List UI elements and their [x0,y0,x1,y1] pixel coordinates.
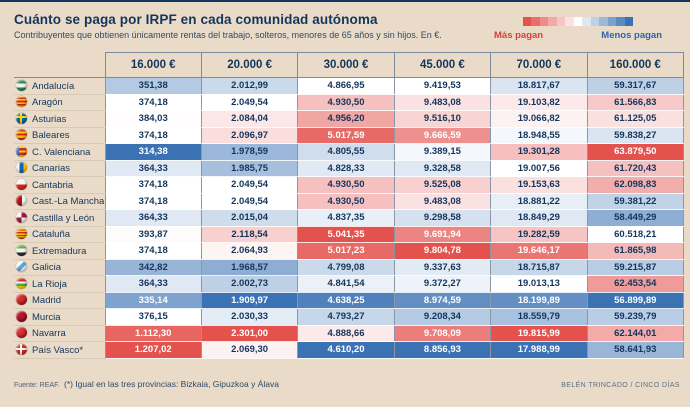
community-name: Navarra [32,328,66,340]
value-cell: 19.103,82 [491,94,587,111]
community-cell [14,111,105,128]
value-cell: 4.793,27 [298,309,394,326]
source-note [14,374,279,392]
table-row [14,243,684,260]
community-cell [14,243,105,260]
value-cell: 9.483,08 [394,193,490,210]
value-cell: 63.879,50 [587,144,683,161]
value-cell: 1.207,02 [105,342,201,359]
flag-icon-cast-la-mancha [16,195,27,206]
column-header: 160.000 € [587,53,683,78]
value-cell: 59.381,22 [587,193,683,210]
page-title: Cuánto se paga por IRPF en cada comunidad autónoma [14,12,378,27]
value-cell: 5.017,23 [298,243,394,260]
community-name: Cast.-La Mancha [32,196,105,208]
table-row [14,127,684,144]
value-cell: 61.566,83 [587,94,683,111]
table-row [14,342,684,359]
community-name: La Rioja [32,278,67,290]
value-cell: 59.215,87 [587,259,683,276]
value-cell: 4.930,50 [298,193,394,210]
value-cell: 4.930,50 [298,177,394,194]
value-cell: 58.449,29 [587,210,683,227]
legend-less-label: Menos pagan [601,30,662,41]
value-cell: 56.899,89 [587,292,683,309]
table-row [14,226,684,243]
value-cell: 19.007,56 [491,160,587,177]
value-cell: 4.956,20 [298,111,394,128]
value-cell: 4.866,95 [298,78,394,95]
table-row [14,177,684,194]
value-cell: 2.301,00 [201,325,297,342]
value-cell: 2.049,54 [201,193,297,210]
value-cell: 9.691,94 [394,226,490,243]
value-cell: 2.049,54 [201,94,297,111]
community-cell [14,127,105,144]
value-cell: 351,38 [105,78,201,95]
table-row [14,144,684,161]
flag-icon-cantabria [16,179,27,190]
flag-icon-canarias [16,162,27,173]
credit-byline: BELÉN TRINCADO / CINCO DÍAS [561,382,680,389]
value-cell: 1.112,30 [105,325,201,342]
flag-icon-extremadura [16,245,27,256]
flag-icon-asturias [16,113,27,124]
table-row [14,325,684,342]
community-cell [14,309,105,326]
community-cell [14,325,105,342]
value-cell: 19.013,13 [491,276,587,293]
table-row [14,210,684,227]
color-legend [494,17,662,41]
table-row [14,292,684,309]
page-subtitle: Contribuyentes que obtienen únicamente rentas del trabajo, solteros, menores de 65 años y sin hijos. En €. [14,30,442,40]
value-cell: 9.389,15 [394,144,490,161]
community-cell [14,193,105,210]
flag-icon-galicia [16,261,27,272]
value-cell: 9.337,63 [394,259,490,276]
source-label: Fuente: REAF. [14,382,60,389]
flag-icon-murcia [16,311,27,322]
irpf-heatmap-table [14,52,684,359]
value-cell: 384,03 [105,111,201,128]
value-cell: 2.064,93 [201,243,297,260]
value-cell: 4.841,54 [298,276,394,293]
community-cell [14,226,105,243]
legend-swatch [599,17,607,26]
footnote: (*) Igual en las tres provincias: Bizkaia, Gipuzkoa y Álava [63,379,279,389]
table-row [14,78,684,95]
value-cell: 374,18 [105,243,201,260]
community-name: Canarias [32,163,71,175]
value-cell: 9.516,10 [394,111,490,128]
table-row [14,94,684,111]
corner-cell [14,53,105,78]
community-name: Madrid [32,295,62,307]
community-cell [14,144,105,161]
value-cell: 59.838,27 [587,127,683,144]
community-cell [14,94,105,111]
community-cell [14,342,105,359]
value-cell: 4.799,08 [298,259,394,276]
community-name: Castilla y León [32,212,95,224]
legend-swatch [523,17,531,26]
value-cell: 2.049,54 [201,177,297,194]
value-cell: 1.985,75 [201,160,297,177]
table-row [14,276,684,293]
legend-more-label: Más pagan [494,30,544,41]
table-row [14,111,684,128]
community-cell [14,210,105,227]
value-cell: 61.865,98 [587,243,683,260]
value-cell: 17.988,99 [491,342,587,359]
column-header: 20.000 € [201,53,297,78]
flag-icon-andalucia [16,80,27,91]
community-name: Extremadura [32,245,87,257]
value-cell: 1.968,57 [201,259,297,276]
value-cell: 9.298,58 [394,210,490,227]
value-cell: 2.012,99 [201,78,297,95]
legend-labels [494,30,662,41]
legend-swatch [548,17,556,26]
value-cell: 9.328,58 [394,160,490,177]
value-cell: 60.518,21 [587,226,683,243]
flag-icon-cataluna [16,228,27,239]
value-cell: 18.881,22 [491,193,587,210]
value-cell: 364,33 [105,210,201,227]
legend-swatch [616,17,624,26]
value-cell: 1.978,59 [201,144,297,161]
value-cell: 4.930,50 [298,94,394,111]
community-name: Aragón [32,97,63,109]
legend-swatch [540,17,548,26]
value-cell: 19.815,99 [491,325,587,342]
value-cell: 8.856,93 [394,342,490,359]
value-cell: 9.666,59 [394,127,490,144]
value-cell: 19.646,17 [491,243,587,260]
community-cell [14,78,105,95]
value-cell: 9.525,08 [394,177,490,194]
value-cell: 4.888,66 [298,325,394,342]
value-cell: 9.483,08 [394,94,490,111]
value-cell: 2.069,30 [201,342,297,359]
column-header: 16.000 € [105,53,201,78]
value-cell: 18.199,89 [491,292,587,309]
value-cell: 9.804,78 [394,243,490,260]
flag-icon-madrid [16,294,27,305]
community-cell [14,276,105,293]
value-cell: 18.817,67 [491,78,587,95]
community-name: Baleares [32,130,70,142]
legend-swatch [582,17,590,26]
legend-swatch [591,17,599,26]
value-cell: 2.084,04 [201,111,297,128]
value-cell: 9.372,27 [394,276,490,293]
value-cell: 19.301,28 [491,144,587,161]
value-cell: 2.096,97 [201,127,297,144]
value-cell: 342,82 [105,259,201,276]
community-name: Cantabria [32,179,74,191]
value-cell: 4.610,20 [298,342,394,359]
column-header: 45.000 € [394,53,490,78]
value-cell: 1.909,97 [201,292,297,309]
legend-swatch [574,17,582,26]
value-cell: 4.638,25 [298,292,394,309]
community-cell [14,160,105,177]
community-cell [14,259,105,276]
footer [14,374,680,392]
table-row [14,309,684,326]
value-cell: 374,18 [105,127,201,144]
value-cell: 19.153,63 [491,177,587,194]
value-cell: 5.041,35 [298,226,394,243]
community-name: Andalucía [32,80,75,92]
value-cell: 62.098,83 [587,177,683,194]
legend-swatch [557,17,565,26]
value-cell: 62.144,01 [587,325,683,342]
value-cell: 2.030,33 [201,309,297,326]
table-row [14,259,684,276]
value-cell: 18.559,79 [491,309,587,326]
value-cell: 59.239,79 [587,309,683,326]
value-cell: 9.419,53 [394,78,490,95]
value-cell: 61.125,05 [587,111,683,128]
legend-swatch [625,17,633,26]
flag-icon-castilla-y-leon [16,212,27,223]
value-cell: 4.837,35 [298,210,394,227]
community-name: Galicia [32,262,62,274]
value-cell: 374,18 [105,193,201,210]
value-cell: 393,87 [105,226,201,243]
value-cell: 364,33 [105,276,201,293]
community-name: Murcia [32,311,61,323]
value-cell: 2.015,04 [201,210,297,227]
legend-swatch [565,17,573,26]
value-cell: 335,14 [105,292,201,309]
value-cell: 5.017,59 [298,127,394,144]
table-row [14,193,684,210]
value-cell: 18.715,87 [491,259,587,276]
value-cell: 61.720,43 [587,160,683,177]
value-cell: 19.282,59 [491,226,587,243]
value-cell: 18.849,29 [491,210,587,227]
value-cell: 2.118,54 [201,226,297,243]
flag-icon-la-rioja [16,278,27,289]
community-cell [14,292,105,309]
community-name: País Vasco* [32,344,84,356]
legend-gradient-bar [523,17,633,26]
value-cell: 62.453,54 [587,276,683,293]
value-cell: 18.948,55 [491,127,587,144]
community-name: C. Valenciana [32,146,91,158]
value-cell: 8.974,59 [394,292,490,309]
legend-swatch [531,17,539,26]
value-cell: 364,33 [105,160,201,177]
value-cell: 374,18 [105,94,201,111]
value-cell: 9.208,34 [394,309,490,326]
value-cell: 19.066,82 [491,111,587,128]
value-cell: 376,15 [105,309,201,326]
table-row [14,160,684,177]
flag-icon-pais-vasco [16,344,27,355]
value-cell: 374,18 [105,177,201,194]
table-header-row [14,53,684,78]
column-header: 70.000 € [491,53,587,78]
community-name: Cataluña [32,229,71,241]
flag-icon-navarra [16,327,27,338]
flag-icon-aragon [16,96,27,107]
community-cell [14,177,105,194]
value-cell: 314,38 [105,144,201,161]
value-cell: 2.002,73 [201,276,297,293]
value-cell: 9.708,09 [394,325,490,342]
value-cell: 4.805,55 [298,144,394,161]
value-cell: 59.317,67 [587,78,683,95]
column-header: 30.000 € [298,53,394,78]
community-name: Asturias [32,113,67,125]
flag-icon-baleares [16,129,27,140]
legend-swatch [608,17,616,26]
value-cell: 58.641,93 [587,342,683,359]
flag-icon-c-valenciana [16,146,27,157]
value-cell: 4.828,33 [298,160,394,177]
